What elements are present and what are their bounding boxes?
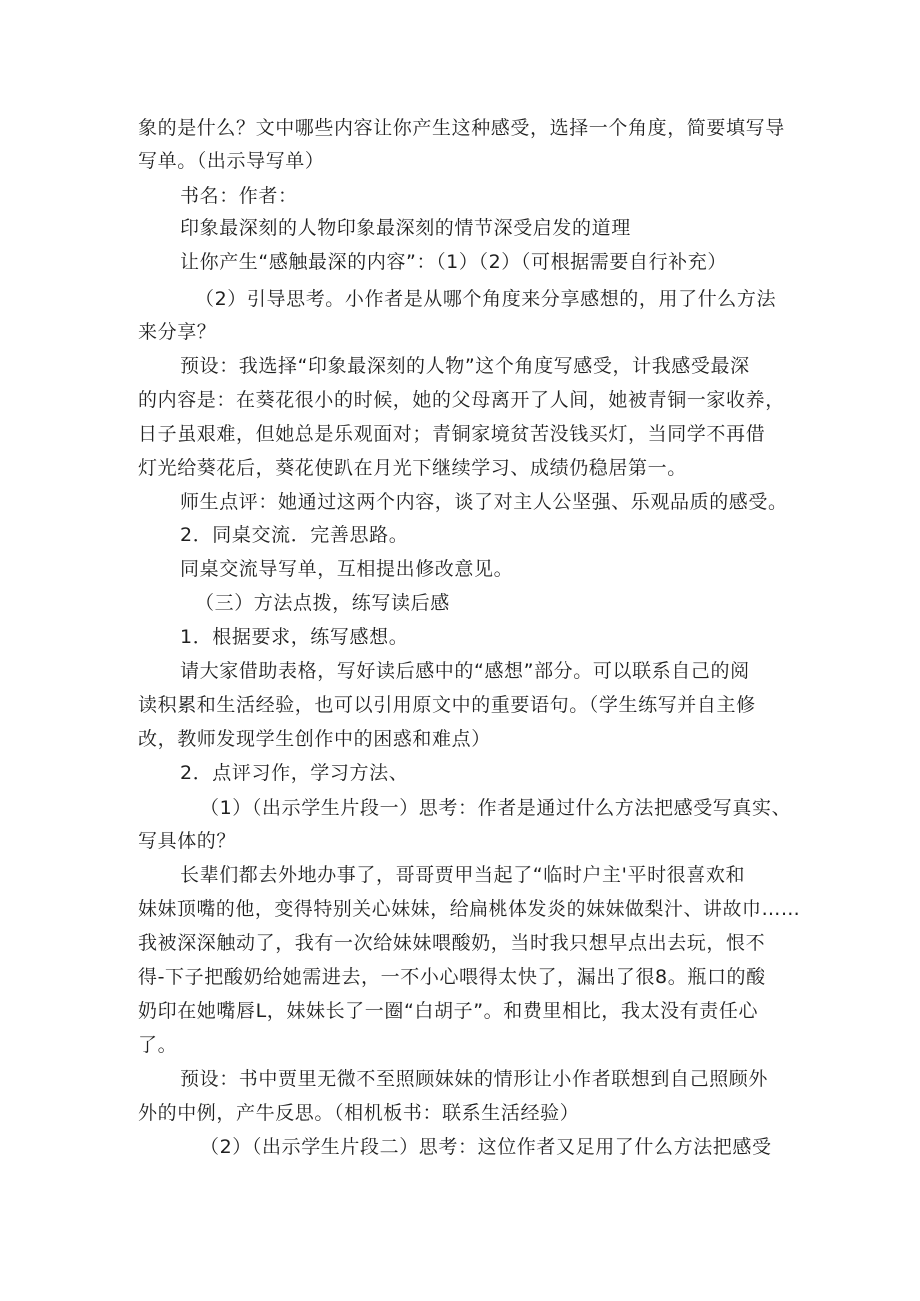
- text-line: 我被深深触动了，我有一次给妹妹喂酸奶，当时我只想早点出去玩，恨不: [138, 932, 766, 954]
- text-line: 读积累和生活经验，也可以引用原文中的重要语句。（学生练写并自主修: [138, 694, 756, 716]
- text-line: 长辈们都去外地办事了，哥哥贾甲当起了“临时户主'平时很喜欢和: [180, 864, 746, 886]
- text-line: 写具体的？: [138, 830, 237, 852]
- text-line: 了。: [138, 1034, 178, 1056]
- text-line: 让你产生“感触最深的内容”：（1）（2）（可根据需要自行补充）: [180, 251, 727, 273]
- text-line: 同桌交流导写单，互相提出修改意见。: [180, 558, 514, 580]
- text-line: 书名：作者：: [180, 185, 298, 207]
- text-line: （三）方法点拨，练写读后感: [195, 592, 450, 614]
- text-line: 外的中例，产牛反思。（相机板书：联系生活经验）: [138, 1102, 580, 1124]
- text-line: 象的是什么？文中哪些内容让你产生这种感受，选择一个角度，简要填写导: [138, 117, 785, 139]
- text-line: 预设：我选择“印象最深刻的人物”这个角度写感受，计我感受最深: [180, 355, 750, 377]
- text-line: 灯光给葵花后，葵花使趴在月光下继续学习、成绩仍稳居第一。: [138, 457, 687, 479]
- text-line: 日子虽艰难，但她总是乐观面对；青铜家境贫苦没钱买灯，当同学不再借: [138, 423, 766, 445]
- text-line: （2）引导思考。小作者是从哪个角度来分享感想的，用了什么方法: [195, 288, 777, 310]
- text-line: 请大家借助表格，写好读后感中的“感想”部分。可以联系自己的阅: [180, 660, 750, 682]
- text-line: 改，教师发现学生创作中的困惑和难点）: [138, 728, 491, 750]
- text-line: 2．同桌交流．完善思路。: [180, 524, 409, 546]
- text-line: 印象最深刻的人物印象最深刻的情节深受启发的道理: [180, 217, 631, 239]
- text-line: 妹妹顶嘴的他，变得特别关心妹妹，给扁桃体发炎的妹妹做梨汁、讲故巾……: [138, 898, 801, 920]
- text-line: 师生点评：她通过这两个内容，谈了对主人公坚强、乐观品质的感受。: [180, 491, 788, 513]
- text-line: 1．根据要求，练写感想。: [180, 626, 409, 648]
- text-line: 奶印在她嘴唇L，妹妹长了一圈“白胡子”。和费里相比，我太没有责任心: [138, 1000, 759, 1022]
- text-line: 的内容是：在葵花很小的时候，她的父母离开了人间，她被青铜一家收养，: [138, 389, 785, 411]
- text-line: 预设：书中贾里无微不至照顾妹妹的情形让小作者联想到自己照顾外: [180, 1068, 769, 1090]
- text-line: （1）（出示学生片段一）思考：作者是通过什么方法把感受写真实、: [200, 797, 792, 819]
- text-line: 得-下子把酸奶给她需进去，一不小心喂得太快了，漏出了很8。瓶口的酸: [138, 966, 766, 988]
- text-line: 2．点评习作，学习方法、: [180, 762, 409, 784]
- text-line: （2）（出示学生片段二）思考：这位作者又足用了什么方法把感受: [200, 1136, 772, 1158]
- text-line: 来分享？: [138, 321, 217, 343]
- text-line: 写单。（出示导写单）: [138, 150, 325, 172]
